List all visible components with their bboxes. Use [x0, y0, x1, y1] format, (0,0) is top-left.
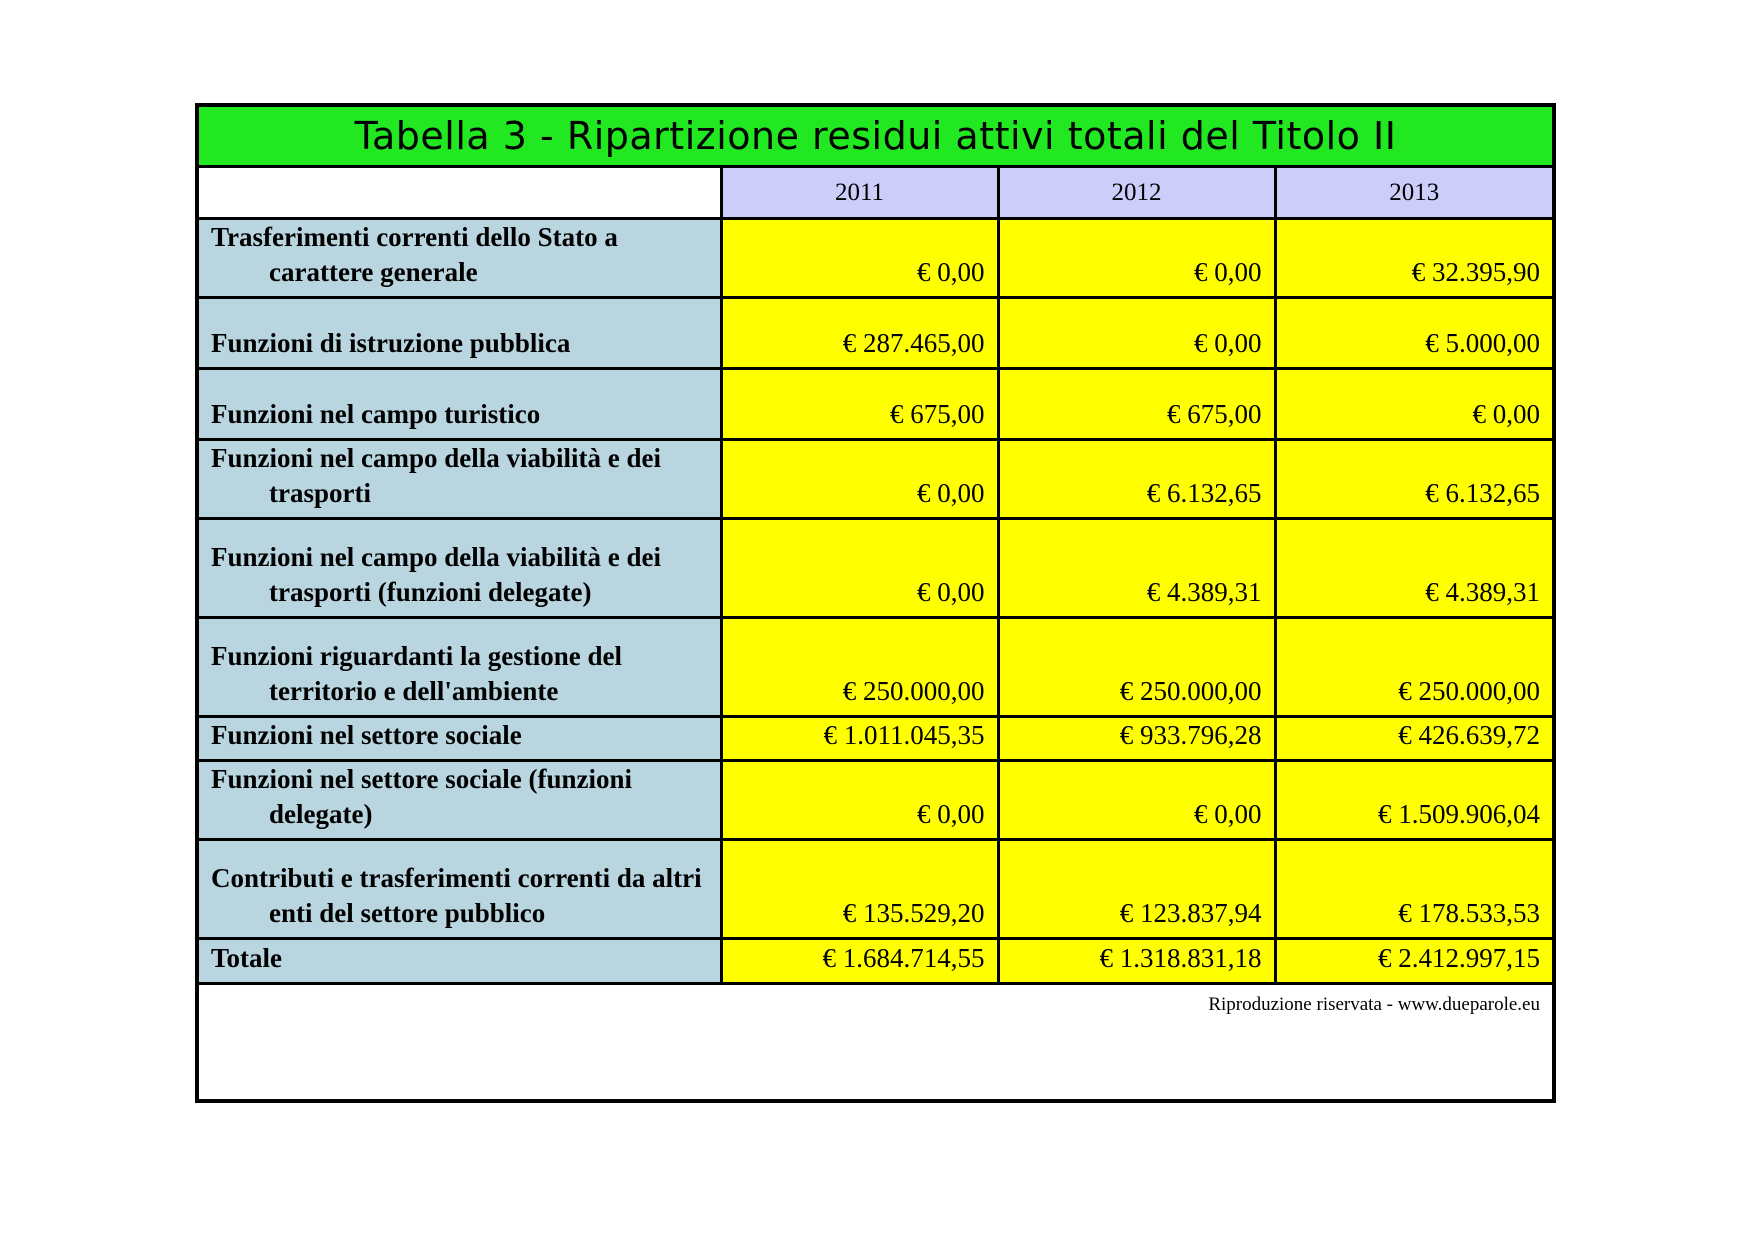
cell-value: € 5.000,00 [1275, 298, 1552, 369]
total-row [199, 939, 1552, 984]
cell-value: € 0,00 [998, 761, 1275, 840]
cell-value: € 178.533,53 [1275, 840, 1552, 939]
cell-value: € 0,00 [721, 761, 998, 840]
cell-value: € 250.000,00 [1275, 618, 1552, 717]
data-table [199, 168, 1552, 1025]
row-label: Funzioni nel campo turistico [199, 369, 721, 440]
table-row [199, 717, 1552, 761]
cell-value: € 123.837,94 [998, 840, 1275, 939]
header-year-2011: 2011 [721, 168, 998, 219]
row-label: Funzioni di istruzione pubblica [199, 298, 721, 369]
table-row [199, 219, 1552, 298]
cell-value: € 0,00 [998, 298, 1275, 369]
header-year-2013: 2013 [1275, 168, 1552, 219]
table-title: Tabella 3 - Ripartizione residui attivi totali del Titolo II [199, 107, 1552, 168]
footer-credit: Riproduzione riservata - www.dueparole.eu [199, 984, 1552, 1026]
cell-value: € 6.132,65 [1275, 440, 1552, 519]
table-row [199, 298, 1552, 369]
table-row [199, 519, 1552, 618]
cell-value: € 2.412.997,15 [1275, 939, 1552, 984]
cell-value: € 0,00 [721, 440, 998, 519]
header-row [199, 168, 1552, 219]
row-label: Contributi e trasferimenti correnti da altri enti del settore pubblico [199, 840, 721, 939]
header-blank-cell [199, 168, 721, 219]
row-label: Funzioni nel campo della viabilità e dei trasporti [199, 440, 721, 519]
footer-row [199, 984, 1552, 1026]
cell-value: € 6.132,65 [998, 440, 1275, 519]
cell-value: € 1.318.831,18 [998, 939, 1275, 984]
cell-value: € 1.011.045,35 [721, 717, 998, 761]
row-label: Funzioni riguardanti la gestione del territorio e dell'ambiente [199, 618, 721, 717]
table-row [199, 369, 1552, 440]
cell-value: € 426.639,72 [1275, 717, 1552, 761]
row-label: Trasferimenti correnti dello Stato a carattere generale [199, 219, 721, 298]
cell-value: € 135.529,20 [721, 840, 998, 939]
table-row [199, 761, 1552, 840]
cell-value: € 0,00 [721, 519, 998, 618]
cell-value: € 0,00 [998, 219, 1275, 298]
cell-value: € 4.389,31 [1275, 519, 1552, 618]
table-row [199, 618, 1552, 717]
cell-value: € 933.796,28 [998, 717, 1275, 761]
row-label-total: Totale [199, 939, 721, 984]
table-row [199, 440, 1552, 519]
cell-value: € 675,00 [998, 369, 1275, 440]
cell-value: € 675,00 [721, 369, 998, 440]
cell-value: € 250.000,00 [721, 618, 998, 717]
cell-value: € 1.684.714,55 [721, 939, 998, 984]
cell-value: € 0,00 [1275, 369, 1552, 440]
cell-value: € 0,00 [721, 219, 998, 298]
cell-value: € 4.389,31 [998, 519, 1275, 618]
cell-value: € 250.000,00 [998, 618, 1275, 717]
table-frame [195, 103, 1556, 1103]
table-row [199, 840, 1552, 939]
row-label: Funzioni nel settore sociale (funzioni delegate) [199, 761, 721, 840]
row-label: Funzioni nel campo della viabilità e dei trasporti (funzioni delegate) [199, 519, 721, 618]
cell-value: € 1.509.906,04 [1275, 761, 1552, 840]
cell-value: € 32.395,90 [1275, 219, 1552, 298]
row-label: Funzioni nel settore sociale [199, 717, 721, 761]
cell-value: € 287.465,00 [721, 298, 998, 369]
header-year-2012: 2012 [998, 168, 1275, 219]
